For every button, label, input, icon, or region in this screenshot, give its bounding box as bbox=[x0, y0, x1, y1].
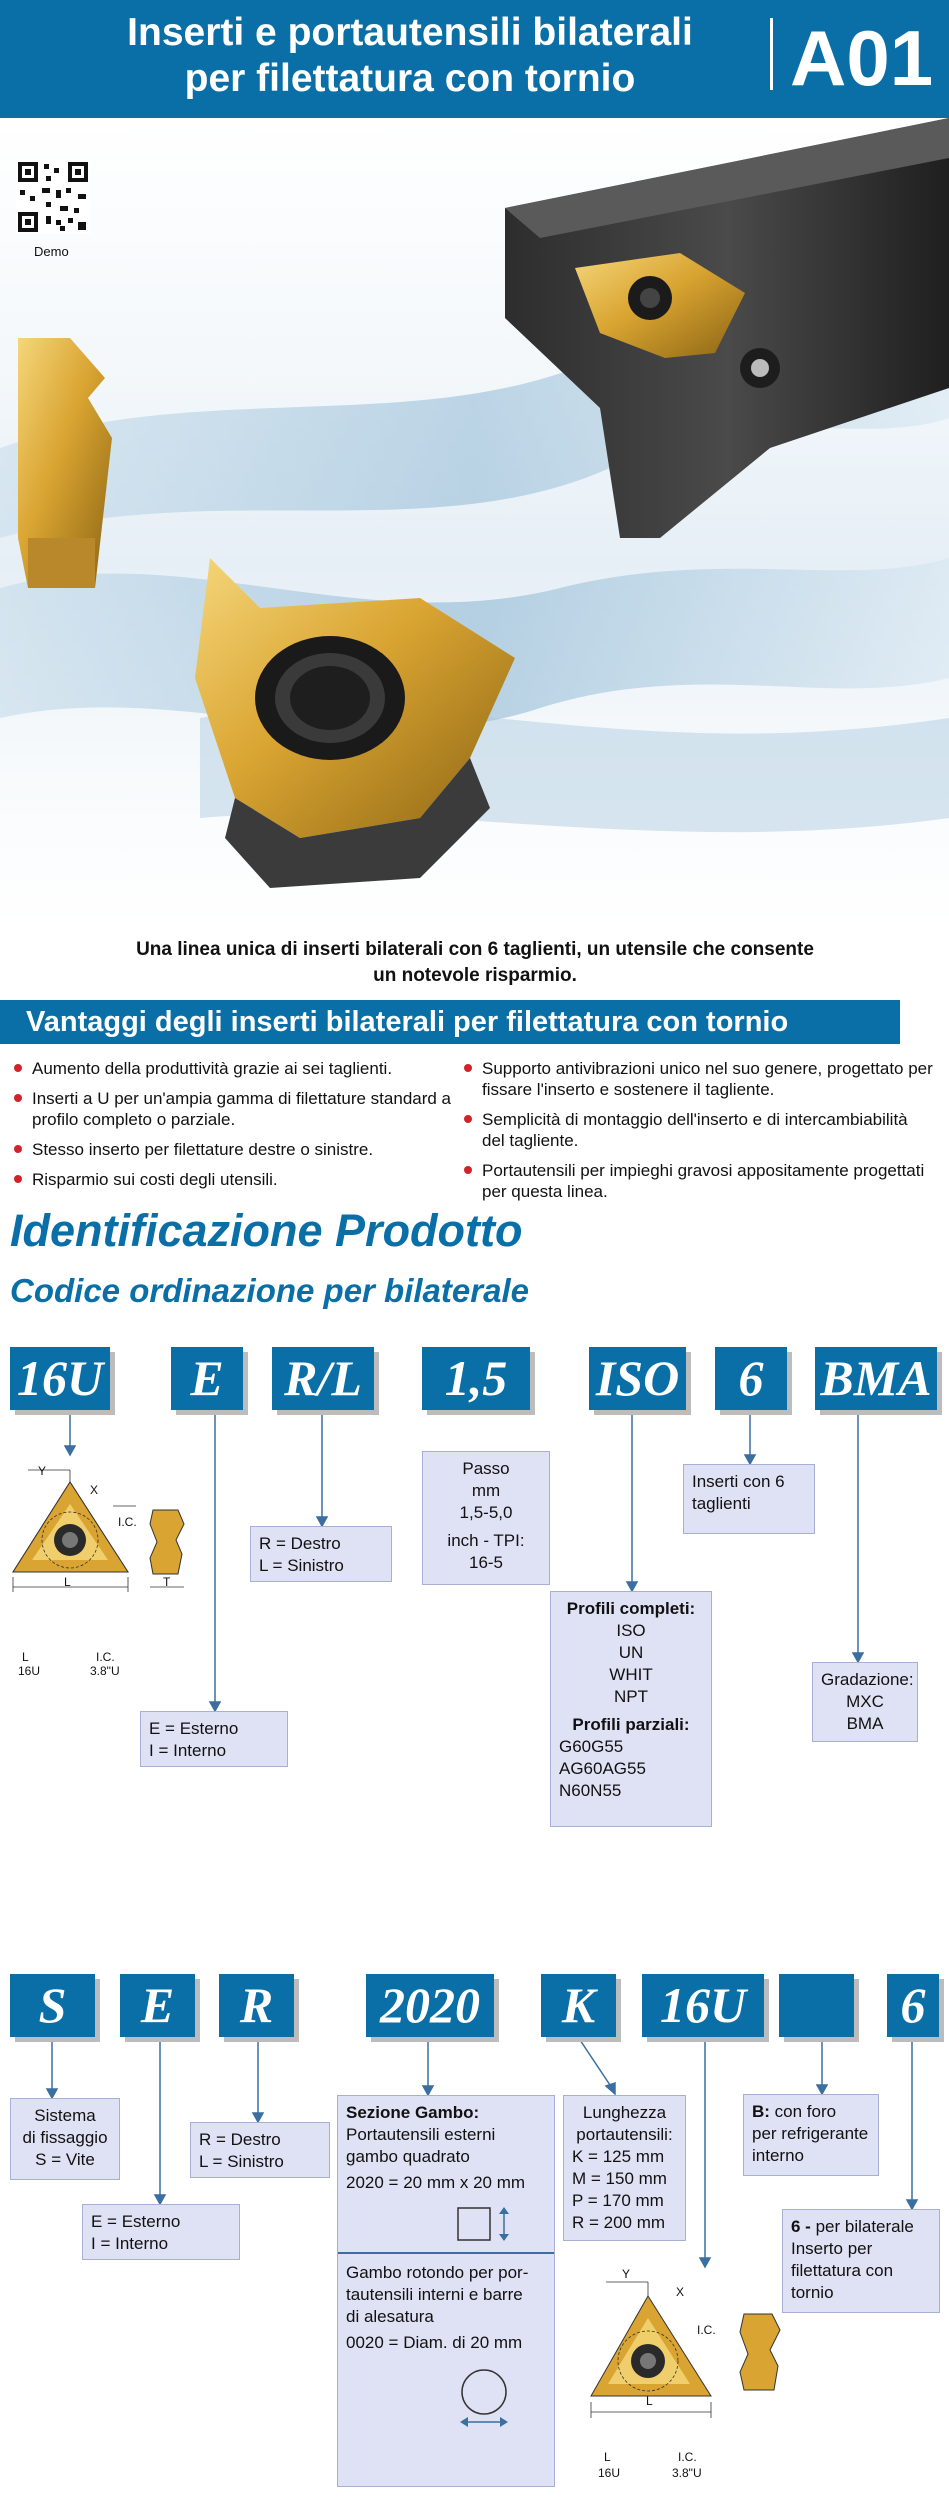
bullet-icon bbox=[464, 1115, 472, 1123]
bullet-icon bbox=[464, 1064, 472, 1072]
dim-col1-value: 16U bbox=[598, 2466, 621, 2480]
shank-title: Sezione Gambo: bbox=[346, 2103, 480, 2122]
round-shank-icon bbox=[456, 2366, 516, 2430]
square-shank-icon bbox=[454, 2204, 516, 2244]
profile-full-item: ISO bbox=[616, 1621, 646, 1640]
length-title-2: portautensili: bbox=[576, 2125, 673, 2144]
header-divider bbox=[770, 18, 773, 90]
holder-coolant-box bbox=[743, 2094, 879, 2176]
tagline-line-1: Una linea unica di inserti bilaterali con 6 taglienti, un utensile che consente bbox=[136, 939, 814, 960]
insert-edges-box bbox=[683, 1464, 815, 1534]
holder-length-box bbox=[563, 2095, 686, 2241]
profile-full-item: NPT bbox=[614, 1687, 648, 1706]
profile-full-item: WHIT bbox=[609, 1665, 653, 1684]
pitch-tpi-title: inch - TPI: bbox=[447, 1531, 525, 1550]
tagline bbox=[60, 937, 890, 989]
bilateral-line-1: per bilaterale bbox=[810, 2217, 914, 2236]
hand-right: R = Destro bbox=[259, 1534, 341, 1553]
length-row: K = 125 mm bbox=[572, 2147, 665, 2166]
hand-left: L = Sinistro bbox=[259, 1556, 344, 1575]
benefit-text: Stesso inserto per filettature destre o sinistre. bbox=[32, 1140, 374, 1159]
bullet-icon bbox=[464, 1166, 472, 1174]
section-code: A01 bbox=[790, 14, 934, 102]
holder-system-box bbox=[10, 2098, 120, 2180]
dim-col1-value: 16U bbox=[18, 1664, 41, 1678]
insert-code-pitch: 1,5 bbox=[422, 1347, 530, 1410]
benefit-item bbox=[464, 1109, 934, 1151]
dim-col1-header: L bbox=[22, 1650, 29, 1664]
coolant-line-2: per refrigerante bbox=[752, 2124, 869, 2143]
benefit-text: Semplicità di montaggio dell'inserto e di intercambiabilità del tagliente. bbox=[482, 1110, 908, 1150]
dim-col2-value: 3.8"U bbox=[672, 2466, 702, 2480]
dim-label-l: L bbox=[646, 2394, 653, 2408]
bilateral-line-4: tornio bbox=[791, 2283, 834, 2302]
benefit-item bbox=[14, 1169, 454, 1190]
insert-code-profile: ISO bbox=[589, 1347, 686, 1410]
page-title-line-1: Inserti e portautensili bilaterali bbox=[127, 11, 693, 54]
page-title-line-2: per filettatura con tornio bbox=[184, 57, 636, 100]
insert-code-grade: BMA bbox=[815, 1347, 937, 1410]
benefit-text: Risparmio sui costi degli utensili. bbox=[32, 1170, 278, 1189]
benefit-item bbox=[14, 1139, 454, 1160]
shank-line-5: tautensili interni e barre bbox=[346, 2285, 523, 2304]
length-row: P = 170 mm bbox=[572, 2191, 664, 2210]
profile-partial-item: G60G55 bbox=[559, 1737, 624, 1756]
identification-subtitle: Codice ordinazione per bilaterale bbox=[10, 1272, 529, 1309]
dim-label-y: Y bbox=[38, 1464, 47, 1478]
qr-code-icon[interactable] bbox=[16, 160, 90, 234]
shank-divider bbox=[338, 2252, 554, 2254]
system-line-3: S = Vite bbox=[35, 2150, 95, 2169]
profile-partial-title: Profili parziali: bbox=[572, 1715, 690, 1734]
shank-line-7: 0020 = Diam. di 20 mm bbox=[346, 2333, 523, 2352]
benefit-item bbox=[14, 1088, 454, 1130]
type-external: E = Esterno bbox=[91, 2212, 181, 2231]
dim-label-l: L bbox=[64, 1575, 71, 1589]
bilateral-code: 6 - bbox=[791, 2217, 811, 2236]
coolant-code: B: bbox=[752, 2102, 770, 2121]
bullet-icon bbox=[14, 1175, 22, 1183]
insert-pitch-box bbox=[422, 1451, 550, 1585]
insert-code-type: E bbox=[171, 1347, 243, 1410]
holder-insert-diagram bbox=[586, 2266, 796, 2466]
dim-label-x: X bbox=[676, 2285, 685, 2299]
identification-title: Identificazione Prodotto bbox=[10, 1205, 523, 1256]
grade-item: BMA bbox=[846, 1714, 884, 1733]
dim-label-t: T bbox=[163, 1575, 171, 1589]
holder-code-coolant bbox=[779, 1974, 854, 2037]
pitch-unit: mm bbox=[471, 1481, 501, 1500]
page-title bbox=[40, 10, 780, 102]
type-internal: I = Interno bbox=[91, 2234, 169, 2253]
holder-bilateral-box bbox=[782, 2209, 940, 2313]
type-internal: I = Interno bbox=[149, 1741, 227, 1760]
shank-line-1: Portautensili esterni bbox=[346, 2125, 496, 2144]
bullet-icon bbox=[14, 1094, 22, 1102]
holder-code-shank: 2020 bbox=[366, 1974, 494, 2037]
benefit-item bbox=[14, 1058, 454, 1079]
product-illustration bbox=[0, 118, 949, 928]
dim-col2-header: I.C. bbox=[678, 2450, 697, 2464]
shank-line-4: Gambo rotondo per por- bbox=[346, 2263, 529, 2282]
holder-shank-box bbox=[337, 2095, 555, 2487]
pitch-range-mm: 1,5-5,0 bbox=[459, 1503, 513, 1522]
bilateral-line-3: filettatura con bbox=[791, 2261, 894, 2280]
holder-code-length: K bbox=[541, 1974, 616, 2037]
bilateral-line-2: Inserto per bbox=[791, 2239, 873, 2258]
shank-line-6: di alesatura bbox=[346, 2307, 434, 2326]
profile-partial-item: N60N55 bbox=[559, 1781, 622, 1800]
holder-code-system: S bbox=[10, 1974, 95, 2037]
holder-code-type: E bbox=[120, 1974, 195, 2037]
holder-code-hand: R bbox=[219, 1974, 294, 2037]
edges-line-2: taglienti bbox=[692, 1494, 751, 1513]
system-line-2: di fissaggio bbox=[22, 2128, 108, 2147]
dim-col1-header: L bbox=[604, 2450, 611, 2464]
edges-line-1: Inserti con 6 bbox=[692, 1472, 785, 1491]
advantages-heading: Vantaggi degli inserti bilaterali per filettatura con tornio bbox=[0, 1000, 900, 1044]
holder-hand-box bbox=[190, 2122, 330, 2178]
pitch-title: Passo bbox=[462, 1459, 510, 1478]
insert-code-edges: 6 bbox=[715, 1347, 787, 1410]
holder-code-insert-size: 16U bbox=[642, 1974, 764, 2037]
type-external: E = Esterno bbox=[149, 1719, 239, 1738]
benefit-text: Supporto antivibrazioni unico nel suo genere, progettato per fissare l'inserto e sostenere il tagliente. bbox=[482, 1059, 933, 1099]
hero-image bbox=[0, 118, 949, 928]
benefits-list-right bbox=[464, 1058, 934, 1211]
dim-label-x: X bbox=[90, 1483, 99, 1497]
coolant-line-1: con foro bbox=[769, 2102, 837, 2121]
benefit-item bbox=[464, 1058, 934, 1100]
dim-col2-header: I.C. bbox=[96, 1650, 115, 1664]
profile-partial-item: AG60AG55 bbox=[559, 1759, 646, 1778]
qr-label: Demo bbox=[34, 244, 69, 259]
hand-right: R = Destro bbox=[199, 2130, 281, 2149]
insert-hand-box bbox=[250, 1526, 392, 1582]
hand-left: L = Sinistro bbox=[199, 2152, 284, 2171]
benefit-item bbox=[464, 1160, 934, 1202]
holder-code-bilateral: 6 bbox=[887, 1974, 939, 2037]
length-row: M = 150 mm bbox=[572, 2169, 667, 2188]
system-line-1: Sistema bbox=[34, 2106, 96, 2125]
shank-line-2: gambo quadrato bbox=[346, 2147, 470, 2166]
coolant-line-3: interno bbox=[752, 2146, 804, 2165]
profile-full-title: Profili completi: bbox=[566, 1599, 696, 1618]
insert-code-size: 16U bbox=[10, 1347, 110, 1410]
length-row: R = 200 mm bbox=[572, 2213, 666, 2232]
profile-full-item: UN bbox=[618, 1643, 644, 1662]
shank-line-3: 2020 = 20 mm x 20 mm bbox=[346, 2173, 526, 2192]
insert-profile-box bbox=[550, 1591, 712, 1827]
benefit-text: Portautensili per impieghi gravosi appositamente progettati per questa linea. bbox=[482, 1161, 925, 1201]
dim-label-ic: I.C. bbox=[697, 2323, 716, 2337]
holder-type-box bbox=[82, 2204, 240, 2260]
dim-label-y: Y bbox=[622, 2267, 631, 2281]
benefit-text: Aumento della produttività grazie ai sei taglienti. bbox=[32, 1059, 393, 1078]
insert-dimension-diagram bbox=[8, 1462, 190, 1642]
dim-col2-value: 3.8"U bbox=[90, 1664, 120, 1678]
pitch-range-tpi: 16-5 bbox=[468, 1553, 504, 1572]
tagline-line-2: un notevole risparmio. bbox=[373, 965, 577, 986]
benefits-list-left bbox=[14, 1058, 454, 1199]
grade-title: Gradazione: bbox=[821, 1670, 914, 1689]
grade-item: MXC bbox=[846, 1692, 884, 1711]
insert-grade-box bbox=[812, 1662, 918, 1742]
bullet-icon bbox=[14, 1145, 22, 1153]
benefit-text: Inserti a U per un'ampia gamma di filettature standard a profilo completo o parziale. bbox=[32, 1089, 452, 1129]
bullet-icon bbox=[14, 1064, 22, 1072]
insert-code-hand: R/L bbox=[272, 1347, 374, 1410]
dim-label-ic: I.C. bbox=[118, 1515, 137, 1529]
length-title-1: Lunghezza bbox=[582, 2103, 667, 2122]
insert-type-box bbox=[140, 1711, 288, 1767]
header-banner bbox=[0, 0, 949, 118]
